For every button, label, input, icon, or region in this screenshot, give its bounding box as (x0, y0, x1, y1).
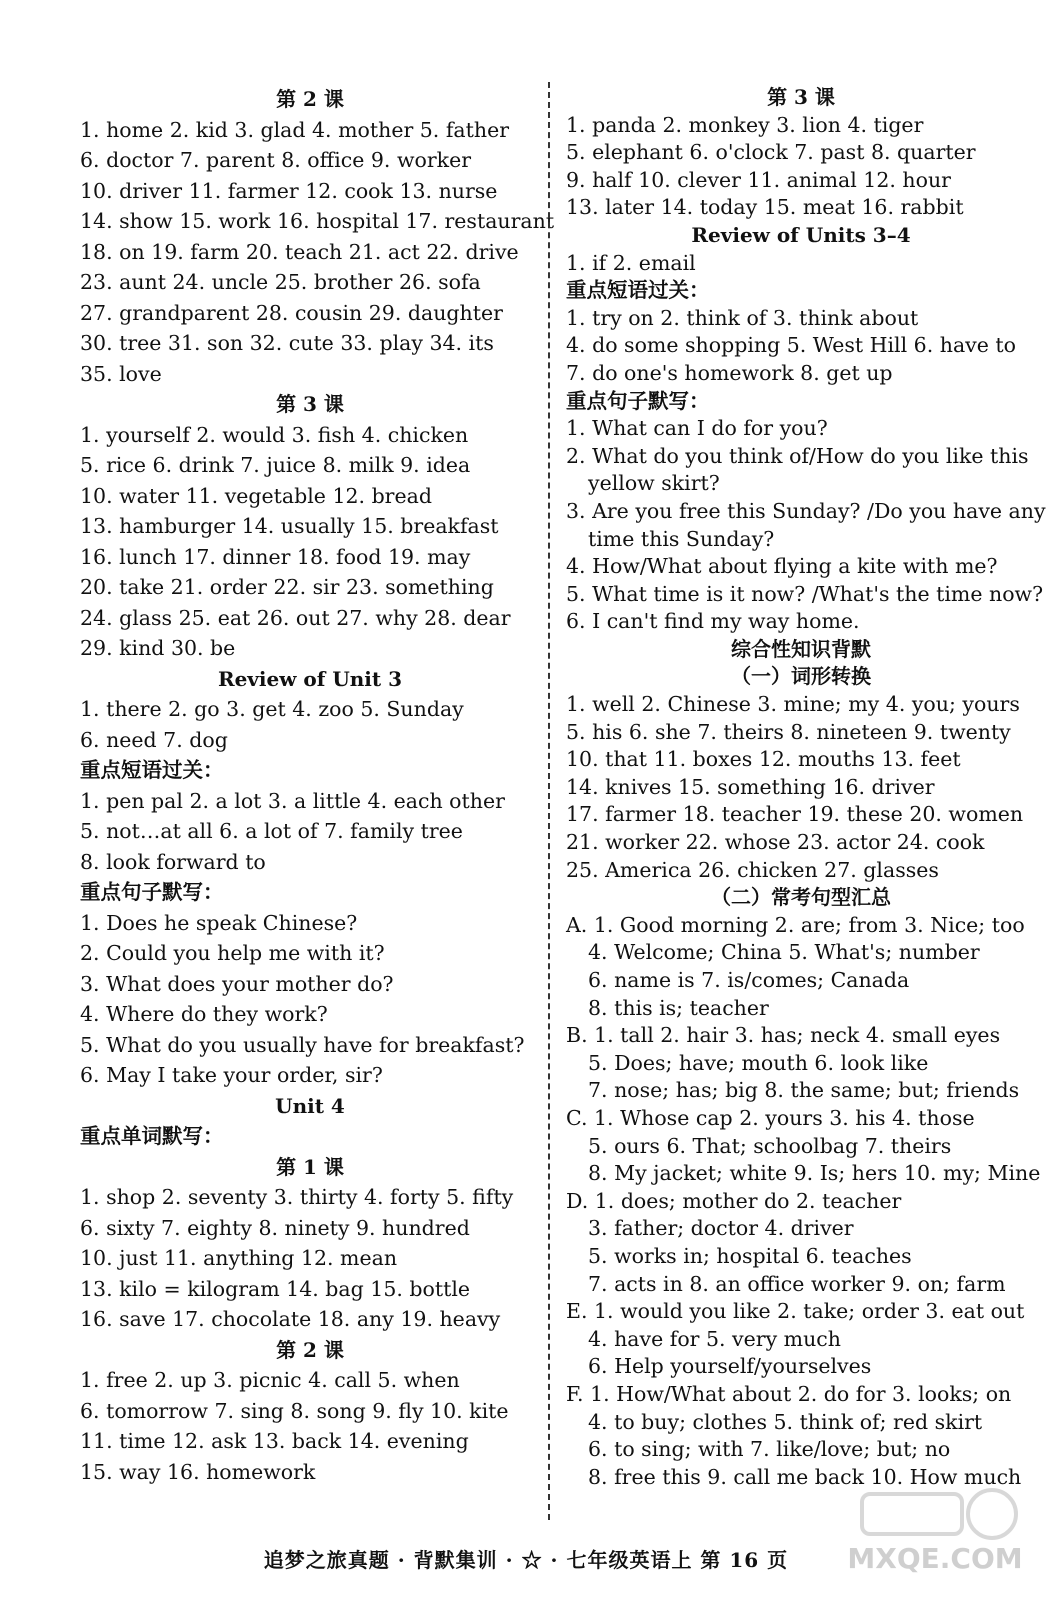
answer-line: 5. What time is it now? /What's the time now? (566, 581, 1044, 606)
answer-line: 1. shop 2. seventy 3. thirty 4. forty 5. fifty (80, 1185, 514, 1209)
answer-line: 6. I can't find my way home. (566, 609, 860, 634)
answer-line: F. 1. How/What about 2. do for 3. looks; on (566, 1381, 1012, 1406)
answer-line: 21. worker 22. whose 23. actor 24. cook (566, 830, 985, 855)
answer-line: C. 1. Whose cap 2. yours 3. his 4. those (566, 1105, 975, 1130)
answer-line: 1. Does he speak Chinese? (80, 910, 358, 935)
section-heading: 第 1 课 (276, 1154, 344, 1179)
answer-line: 1. try on 2. think of 3. think about (566, 305, 919, 330)
answer-line: 5. elephant 6. o'clock 7. past 8. quarter (566, 140, 976, 165)
answer-line: 13. kilo = kilogram 14. bag 15. bottle (80, 1276, 471, 1301)
answer-line-continued: 8. free this 9. call me back 10. How much (588, 1464, 1022, 1489)
answer-line: 35. love (80, 361, 162, 386)
section-heading: Unit 4 (275, 1093, 345, 1118)
answer-line: 3. What does your mother do? (80, 971, 394, 996)
answer-line-continued: time this Sunday? (588, 526, 775, 551)
answer-line: 4. How/What about flying a kite with me? (566, 554, 998, 579)
answer-line-continued: yellow skirt? (588, 471, 720, 496)
answer-line: 16. lunch 17. dinner 18. food 19. may (80, 544, 471, 569)
answer-line-continued: 6. to sing; with 7. like/love; but; no (588, 1437, 951, 1462)
answer-line: 23. aunt 24. uncle 25. brother 26. sofa (80, 270, 481, 294)
answer-line-continued: 4. to buy; clothes 5. think of; red skirt (588, 1409, 983, 1434)
answer-line: 4. Where do they work? (80, 1002, 328, 1026)
answer-line-continued: 5. Does; have; mouth 6. look like (588, 1050, 929, 1075)
answer-line: 15. way 16. homework (80, 1459, 316, 1484)
answer-line: 1. home 2. kid 3. glad 4. mother 5. father (80, 117, 510, 142)
answer-line: 1. What can I do for you? (566, 416, 828, 441)
section-heading: 第 3 课 (767, 85, 835, 109)
answer-line: 30. tree 31. son 32. cute 33. play 34. its (80, 331, 494, 355)
section-heading: 第 2 课 (276, 87, 344, 111)
answer-line: 2. Could you help me with it? (80, 941, 385, 965)
answer-line: 1. there 2. go 3. get 4. zoo 5. Sunday (80, 697, 464, 721)
answer-line: B. 1. tall 2. hair 3. has; neck 4. small eyes (566, 1023, 1001, 1048)
answer-line: 7. do one's homework 8. get up (566, 360, 893, 385)
answer-line: 10. that 11. boxes 12. mouths 13. feet (566, 747, 961, 772)
answer-line-continued: 4. have for 5. very much (588, 1326, 841, 1351)
section-heading: 综合性知识背默 (731, 636, 871, 661)
answer-line: 17. farmer 18. teacher 19. these 20. women (566, 802, 1024, 827)
subsection-label: 重点句子默写： (80, 880, 224, 904)
answer-line: 1. free 2. up 3. picnic 4. call 5. when (80, 1368, 460, 1392)
answer-line-continued: 3. father; doctor 4. driver (588, 1216, 854, 1241)
answer-line: 6. tomorrow 7. sing 8. song 9. fly 10. kite (80, 1398, 509, 1423)
watermark-text: MXQE.COM (847, 1542, 1023, 1575)
page-footer: 追梦之旅真题 · 背默集训 · ☆ · 七年级英语上 第 16 页 (263, 1548, 789, 1572)
answer-line: 1. pen pal 2. a lot 3. a little 4. each other (80, 788, 505, 813)
answer-line: D. 1. does; mother do 2. teacher (566, 1188, 902, 1213)
answer-line: 20. take 21. order 22. sir 23. something (80, 575, 494, 599)
answer-line: 27. grandparent 28. cousin 29. daughter (80, 300, 503, 325)
answer-line-continued: 8. My jacket; white 9. Is; hers 10. my; Mine (588, 1161, 1041, 1186)
answer-line-continued: 6. name is 7. is/comes; Canada (588, 968, 910, 992)
answer-line: A. 1. Good morning 2. are; from 3. Nice; too (566, 912, 1025, 937)
watermark-logo (842, 1484, 1028, 1584)
answer-line: 1. panda 2. monkey 3. lion 4. tiger (566, 112, 924, 137)
answer-line: 2. What do you think of/How do you like this (566, 443, 1029, 468)
answer-line: 14. knives 15. something 16. driver (566, 774, 935, 799)
answer-line-continued: 5. ours 6. That; schoolbag 7. theirs (588, 1133, 952, 1158)
answer-line: 1. well 2. Chinese 3. mine; my 4. you; yours (566, 692, 1020, 717)
answer-line-continued: 4. Welcome; China 5. What's; number (588, 940, 980, 965)
section-heading: （一）词形转换 (731, 664, 871, 689)
answer-line: 6. May I take your order, sir? (80, 1063, 383, 1087)
answer-line-continued: 7. acts in 8. an office worker 9. on; farm (588, 1271, 1006, 1296)
answer-line: 8. look forward to (80, 849, 266, 874)
answer-line: 6. need 7. dog (80, 727, 228, 752)
subsection-label: 重点句子默写： (566, 388, 710, 413)
answer-line: 29. kind 30. be (80, 636, 236, 660)
right-column (566, 84, 1046, 1491)
answer-line: 1. yourself 2. would 3. fish 4. chicken (80, 422, 469, 447)
answer-line: 11. time 12. ask 13. back 14. evening (80, 1429, 469, 1453)
answer-line: 5. not…at all 6. a lot of 7. family tree (80, 819, 463, 843)
answer-line: 18. on 19. farm 20. teach 21. act 22. drive (80, 239, 519, 264)
answer-line: 5. rice 6. drink 7. juice 8. milk 9. idea (80, 453, 471, 477)
answer-line: 9. half 10. clever 11. animal 12. hour (566, 167, 951, 192)
subsection-label: 重点短语过关： (566, 278, 710, 303)
column-divider (548, 82, 550, 1520)
section-heading: 第 2 课 (276, 1337, 344, 1362)
section-heading: Review of Unit 3 (217, 666, 403, 691)
answer-line-continued: 8. this is; teacher (588, 995, 769, 1020)
answer-line: 10. water 11. vegetable 12. bread (80, 483, 432, 508)
section-heading: 第 3 课 (276, 392, 344, 416)
answer-line-continued: 6. Help yourself/yourselves (588, 1354, 872, 1379)
answer-line-continued: 7. nose; has; big 8. the same; but; friends (588, 1078, 1020, 1103)
answer-line: 10. just 11. anything 12. mean (80, 1246, 398, 1270)
answer-line: 13. hamburger 14. usually 15. breakfast (80, 514, 499, 538)
answer-line: 13. later 14. today 15. meat 16. rabbit (566, 195, 964, 220)
answer-line: 10. driver 11. farmer 12. cook 13. nurse (80, 178, 498, 203)
answer-line: 25. America 26. chicken 27. glasses (566, 857, 939, 882)
answer-line: 4. do some shopping 5. West Hill 6. have to (566, 333, 1016, 358)
answer-line: 24. glass 25. eat 26. out 27. why 28. dear (80, 605, 511, 630)
section-heading: （二）常考句型汇总 (711, 885, 891, 910)
answer-line: 14. show 15. work 16. hospital 17. restaurant (80, 209, 555, 233)
answer-line: 3. Are you free this Sunday? /Do you have any (566, 498, 1046, 523)
answer-line-continued: 5. works in; hospital 6. teaches (588, 1243, 912, 1268)
subsection-label: 重点短语过关： (80, 758, 224, 782)
answer-line: 1. if 2. email (566, 250, 696, 275)
answer-line: 5. his 6. she 7. theirs 8. nineteen 9. twenty (566, 719, 1011, 744)
answer-line: E. 1. would you like 2. take; order 3. eat out (566, 1299, 1025, 1324)
answer-line: 5. What do you usually have for breakfast? (80, 1032, 525, 1057)
answer-line: 6. sixty 7. eighty 8. ninety 9. hundred (80, 1215, 470, 1240)
section-heading: Review of Units 3–4 (691, 222, 911, 247)
answer-line: 6. doctor 7. parent 8. office 9. worker (80, 148, 472, 172)
subsection-label: 重点单词默写： (80, 1124, 224, 1148)
left-column (80, 84, 555, 1487)
answer-line: 16. save 17. chocolate 18. any 19. heavy (80, 1307, 501, 1331)
